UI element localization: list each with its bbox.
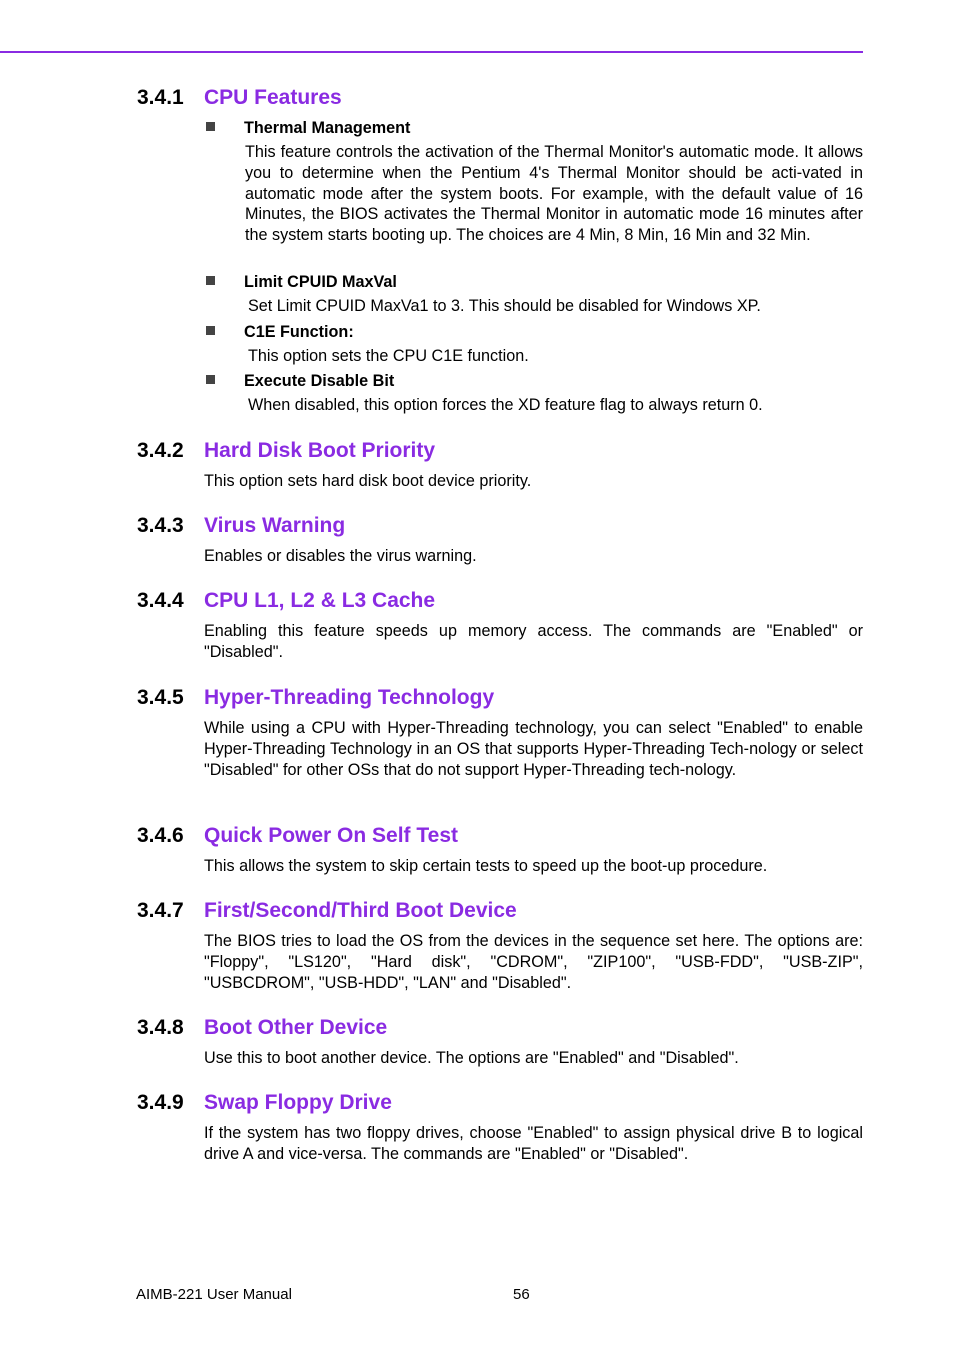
item-label: Thermal Management (244, 119, 411, 137)
section-title: Hyper-Threading Technology (204, 686, 495, 709)
section-title: First/Second/Third Boot Device (204, 899, 517, 922)
square-bullet-icon (206, 122, 215, 131)
item-description: This feature controls the activation of the Thermal Monitor's automatic mode. It allows you to determine when the Pentium 4's Thermal Monitor should be acti-vated in automatic mode after the system boots. For example, with the default value of 16 Minutes, the BIOS activates the Thermal Monitor in automatic mode 16 minutes after the system starts booting up. The choices are 4 Min, 8 Min, 16 Min and 32 Min. (245, 143, 863, 245)
section-title: CPU L1, L2 & L3 Cache (204, 589, 436, 612)
section-title: Swap Floppy Drive (204, 1091, 392, 1114)
section-body: Enabling this feature speeds up memory access. The commands are "Enabled" or "Disabled". (204, 622, 863, 661)
section-title: Hard Disk Boot Priority (204, 439, 436, 462)
item-description: This option sets the CPU C1E function. (248, 347, 529, 365)
section-title: Quick Power On Self Test (204, 824, 459, 847)
section-heading (137, 824, 458, 848)
section-number: 3.4.8 (137, 1016, 184, 1039)
section-heading (137, 439, 435, 463)
section-number: 3.4.1 (137, 86, 184, 109)
section-heading (137, 1091, 392, 1115)
section-heading (137, 514, 345, 538)
section-body: While using a CPU with Hyper-Threading technology, you can select "Enabled" to enable Hyper-Threading Technology in an OS that supports Hyper-Threading Tech-nology or select "Disabled" for other OSs that do not support Hyper-Threading tech-nology. (204, 719, 863, 779)
section-body: The BIOS tries to load the OS from the devices in the sequence set here. The options are: "Floppy", "LS120", "Hard disk", "CDROM", "ZIP100", "USB-FDD", "USB-ZIP", "USBCDROM", "USB-HDD", "LAN" and "Disabled". (204, 932, 863, 992)
section-number: 3.4.4 (137, 589, 184, 612)
section-title: Boot Other Device (204, 1016, 388, 1039)
section-body: If the system has two floppy drives, choose "Enabled" to assign physical drive B to logical drive A and vice-versa. The commands are "Enabled" or "Disabled". (204, 1124, 863, 1163)
section-heading (137, 589, 435, 613)
square-bullet-icon (206, 326, 215, 335)
section-heading (137, 1016, 387, 1040)
section-heading (137, 686, 494, 710)
section-heading (137, 899, 517, 923)
section-title: CPU Features (204, 86, 342, 109)
section-body: Use this to boot another device. The options are "Enabled" and "Disabled". (204, 1049, 739, 1067)
section-heading (137, 86, 342, 110)
header-rule (0, 51, 863, 53)
square-bullet-icon (206, 375, 215, 384)
section-body: Enables or disables the virus warning. (204, 547, 477, 565)
section-number: 3.4.2 (137, 439, 184, 462)
section-number: 3.4.6 (137, 824, 184, 847)
section-number: 3.4.7 (137, 899, 184, 922)
section-number: 3.4.9 (137, 1091, 184, 1114)
square-bullet-icon (206, 276, 215, 285)
item-label: C1E Function: (244, 323, 354, 341)
section-body: This option sets hard disk boot device priority. (204, 472, 532, 490)
footer-manual-title: AIMB-221 User Manual (136, 1286, 292, 1303)
item-label: Execute Disable Bit (244, 372, 395, 390)
footer-page-number: 56 (513, 1286, 530, 1303)
section-body: This allows the system to skip certain tests to speed up the boot-up procedure. (204, 857, 768, 875)
item-description: Set Limit CPUID MaxVa1 to 3. This should be disabled for Windows XP. (248, 297, 761, 315)
item-description: When disabled, this option forces the XD feature flag to always return 0. (248, 396, 763, 414)
section-number: 3.4.3 (137, 514, 184, 537)
section-title: Virus Warning (204, 514, 346, 537)
section-number: 3.4.5 (137, 686, 184, 709)
item-label: Limit CPUID MaxVal (244, 273, 397, 291)
